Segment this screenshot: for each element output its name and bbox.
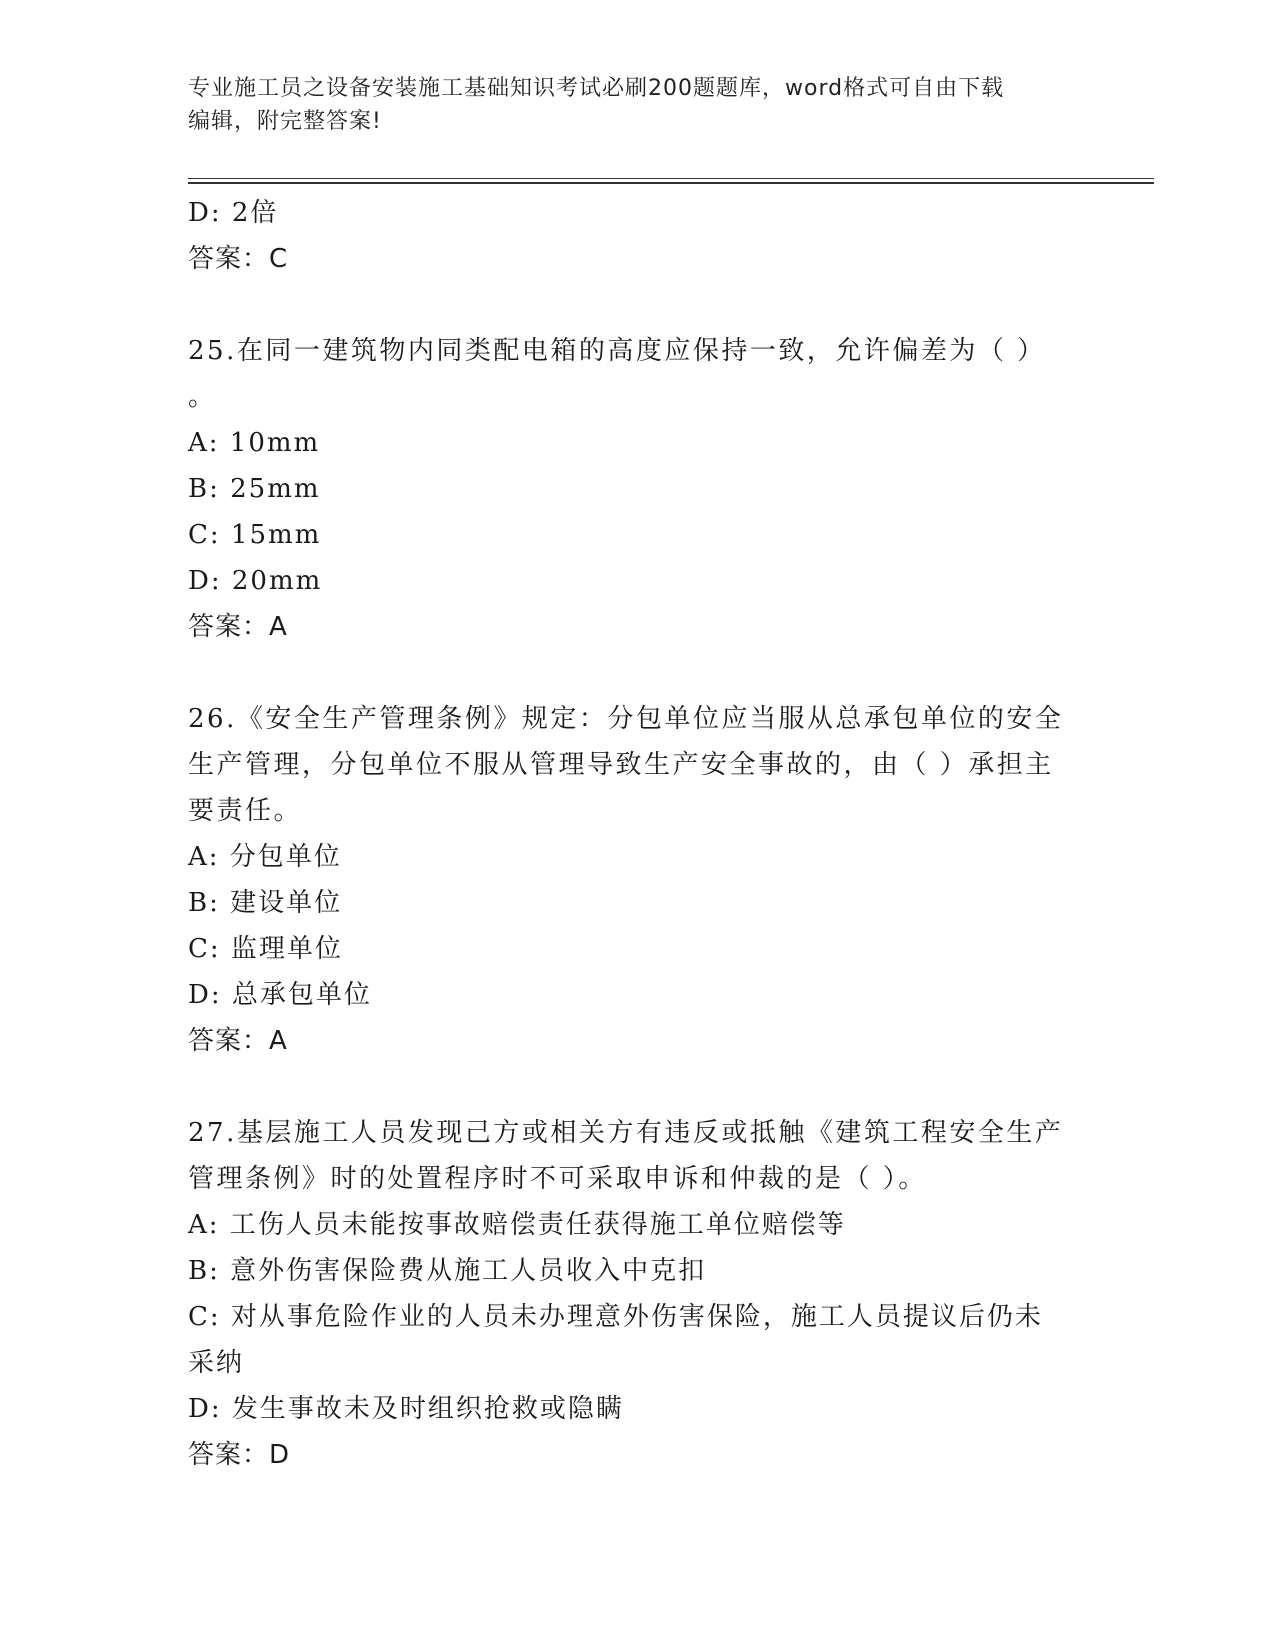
header-title-line-1: 专业施工员之设备安装施工基础知识考试必刷200题题库，word格式可自由下载 [188,76,1005,101]
answer-line: 答案：D [188,1440,291,1470]
option-d: D: 20mm [188,566,323,596]
question-text-line: 。 [188,382,217,412]
option-d: D: 总承包单位 [188,980,372,1010]
question-text-line: 管理条例》时的处置程序时不可采取申诉和仲裁的是（ ）。 [188,1164,927,1194]
header-divider-thick [188,182,1154,184]
answer-line: 答案：C [188,244,289,274]
header-title-line-2: 编辑，附完整答案! [188,109,382,134]
option-c: C: 监理单位 [188,934,343,964]
option-b: B: 25mm [188,474,321,504]
page-header [188,72,1088,138]
option-c: C: 对从事危险作业的人员未办理意外伤害保险，施工人员提议后仍未 [188,1302,1043,1332]
answer-line: 答案：A [188,1026,288,1056]
spacer [188,282,1088,328]
option-c-continued: 采纳 [188,1348,245,1378]
spacer [188,1064,1088,1110]
option-a: A: 分包单位 [188,842,342,872]
question-25 [188,328,1088,650]
option-a: A: 10mm [188,428,321,458]
option-a: A: 工伤人员未能按事故赔偿责任获得施工单位赔偿等 [188,1210,846,1240]
question-text-line: 25.在同一建筑物内同类配电箱的高度应保持一致，允许偏差为（ ） [188,336,1046,366]
question-text-line: 要责任。 [188,796,303,826]
question-text-line: 26.《安全生产管理条例》规定：分包单位应当服从总承包单位的安全 [188,704,1064,734]
header-divider-thin [188,178,1154,179]
option-b: B: 意外伤害保险费从施工人员收入中克扣 [188,1256,707,1286]
answer-line: 答案：A [188,612,288,642]
spacer [188,650,1088,696]
question-26 [188,696,1088,1064]
option-d: D: 发生事故未及时组织抢救或隐瞒 [188,1394,624,1424]
option-c: C: 15mm [188,520,322,550]
question-27 [188,1110,1088,1478]
question-text-line: 生产管理，分包单位不服从管理导致生产安全事故的，由（ ）承担主 [188,750,1054,780]
question-list [188,190,1088,1478]
option-d: D: 2倍 [188,198,279,228]
question-24-tail [188,190,1088,282]
question-text-line: 27.基层施工人员发现己方或相关方有违反或抵触《建筑工程安全生产 [188,1118,1064,1148]
option-b: B: 建设单位 [188,888,343,918]
